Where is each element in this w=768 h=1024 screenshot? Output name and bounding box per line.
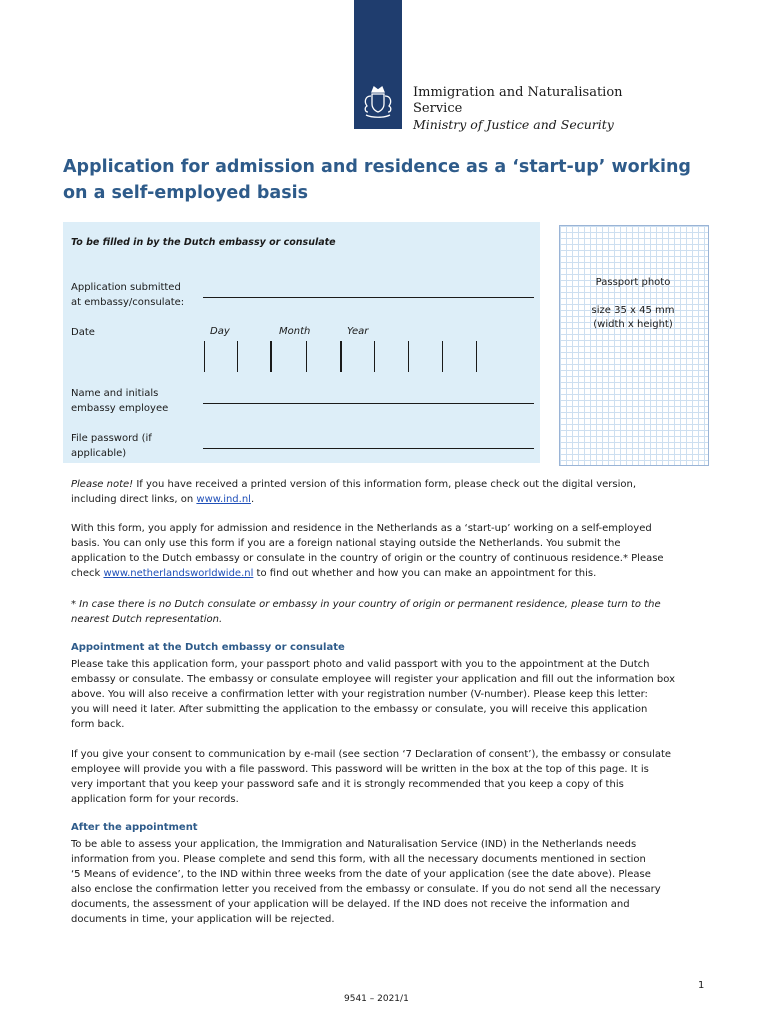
photo-box-dimensions: (width x height) bbox=[593, 319, 673, 330]
day-label: Day bbox=[210, 326, 230, 337]
after-line: information from you. Please complete and send this form, with all the necessary documents mentioned in section bbox=[71, 854, 646, 865]
note-text1: If you have received a printed version of this information form, please check out the digital version, bbox=[133, 479, 637, 490]
month-digit-field[interactable] bbox=[270, 341, 272, 372]
passport-photo-box bbox=[559, 225, 709, 466]
employee-name-field[interactable] bbox=[203, 403, 534, 404]
month-label: Month bbox=[279, 326, 311, 337]
intro-line bbox=[71, 566, 711, 581]
day-digit-field[interactable] bbox=[204, 341, 205, 372]
page-title bbox=[63, 154, 743, 206]
appointment-line: Please take this application form, your passport photo and valid passport with you to the appointment at the Dutch bbox=[71, 659, 650, 670]
date-label: Date bbox=[71, 327, 95, 338]
appointment-line: you will need it later. After submitting the application to the embassy or consulate, you will receive this application bbox=[71, 704, 648, 715]
consent-line: If you give your consent to communication by e-mail (see section ‘7 Declaration of consent’), the embassy or consulate bbox=[71, 749, 672, 760]
footnote-line: * In case there is no Dutch consulate or embassy in your country of origin or permanent residence, please turn to the bbox=[71, 599, 661, 610]
netherlandsworldwide-link[interactable]: www.netherlandsworldwide.nl bbox=[103, 568, 254, 579]
month-digit-field[interactable] bbox=[306, 341, 307, 372]
intro-line: With this form, you apply for admission and residence in the Netherlands as a ‘start-up’ working on a self-employed bbox=[71, 523, 652, 534]
appointment-line: above. You will also receive a confirmation letter with your registration number (V-number). Please keep this letter: bbox=[71, 689, 648, 700]
employee-label-line1: Name and initials bbox=[71, 388, 159, 399]
intro-line: basis. You can only use this form if you are a foreign national staying outside the Netherlands. You submit the bbox=[71, 538, 621, 549]
after-appointment-heading: After the appointment bbox=[71, 822, 198, 833]
ministry-name: Ministry of Justice and Security bbox=[413, 117, 614, 132]
submitted-at-field[interactable] bbox=[203, 297, 534, 298]
embassy-box-heading: To be filled in by the Dutch embassy or consulate bbox=[71, 237, 336, 248]
org-name-line1: Immigration and Naturalisation bbox=[413, 85, 623, 100]
year-digit-field[interactable] bbox=[408, 341, 409, 372]
password-label-line1: File password (if bbox=[71, 433, 152, 444]
note-end: . bbox=[250, 494, 255, 505]
day-digit-field[interactable] bbox=[237, 341, 238, 372]
employee-label-line2: embassy employee bbox=[71, 403, 169, 414]
after-line: documents, the assessment of your application will be delayed. If the IND does not receive the information and bbox=[71, 899, 630, 910]
page-title-line2: on a self-employed basis bbox=[63, 183, 309, 203]
note-lead: Please note! bbox=[71, 479, 134, 490]
page-title-line1: Application for admission and residence as a ‘start-up’ working bbox=[63, 157, 691, 177]
footnote-line: nearest Dutch representation. bbox=[71, 614, 223, 625]
photo-box-size: size 35 x 45 mm bbox=[591, 305, 675, 316]
after-line: also enclose the confirmation letter you received from the embassy or consulate. If you do not send all the necessary bbox=[71, 884, 661, 895]
appointment-heading: Appointment at the Dutch embassy or consulate bbox=[71, 642, 345, 653]
appointment-line: embassy or consulate. The embassy or consulate employee will register your application and fill out the information box bbox=[71, 674, 675, 685]
note-line1 bbox=[71, 477, 711, 492]
intro-check: check bbox=[71, 568, 104, 579]
appointment-line: form back. bbox=[71, 719, 125, 730]
ind-link[interactable]: www.ind.nl bbox=[196, 494, 251, 505]
note-text2: including direct links, on bbox=[71, 494, 197, 505]
photo-box-title: Passport photo bbox=[595, 277, 671, 288]
intro-line: application to the Dutch embassy or consulate in the country of origin or the country of continuous residence.* Please bbox=[71, 553, 664, 564]
org-name-line2: Service bbox=[413, 101, 463, 116]
intro-rest: to find out whether and how you can make an appointment for this. bbox=[253, 568, 597, 579]
embassy-info-box bbox=[63, 222, 540, 463]
password-label-line2: applicable) bbox=[71, 448, 127, 459]
year-digit-field[interactable] bbox=[442, 341, 443, 372]
consent-line: very important that you keep your password safe and it is strongly recommended that you keep a copy of this bbox=[71, 779, 624, 790]
year-digit-field[interactable] bbox=[374, 341, 375, 372]
page-number: 1 bbox=[698, 980, 705, 991]
year-label: Year bbox=[347, 326, 369, 337]
consent-line: application form for your records. bbox=[71, 794, 239, 805]
consent-line: employee will provide you with a file password. This password will be written in the box at the top of this page. It is bbox=[71, 764, 649, 775]
submitted-label-line1: Application submitted bbox=[71, 282, 181, 293]
after-line: To be able to assess your application, the Immigration and Naturalisation Service (IND) in the Netherlands needs bbox=[71, 839, 637, 850]
after-line: documents in time, your application will be rejected. bbox=[71, 914, 335, 925]
after-line: ‘5 Means of evidence’, to the IND within three weeks from the date of your application (see the date above). Please bbox=[71, 869, 651, 880]
coat-of-arms-icon bbox=[359, 84, 397, 120]
year-digit-field[interactable] bbox=[340, 341, 342, 372]
year-digit-field[interactable] bbox=[476, 341, 477, 372]
note-line2 bbox=[71, 492, 711, 507]
form-code: 9541 – 2021/1 bbox=[344, 994, 409, 1004]
file-password-field[interactable] bbox=[203, 448, 534, 449]
submitted-label-line2: at embassy/consulate: bbox=[71, 297, 185, 308]
